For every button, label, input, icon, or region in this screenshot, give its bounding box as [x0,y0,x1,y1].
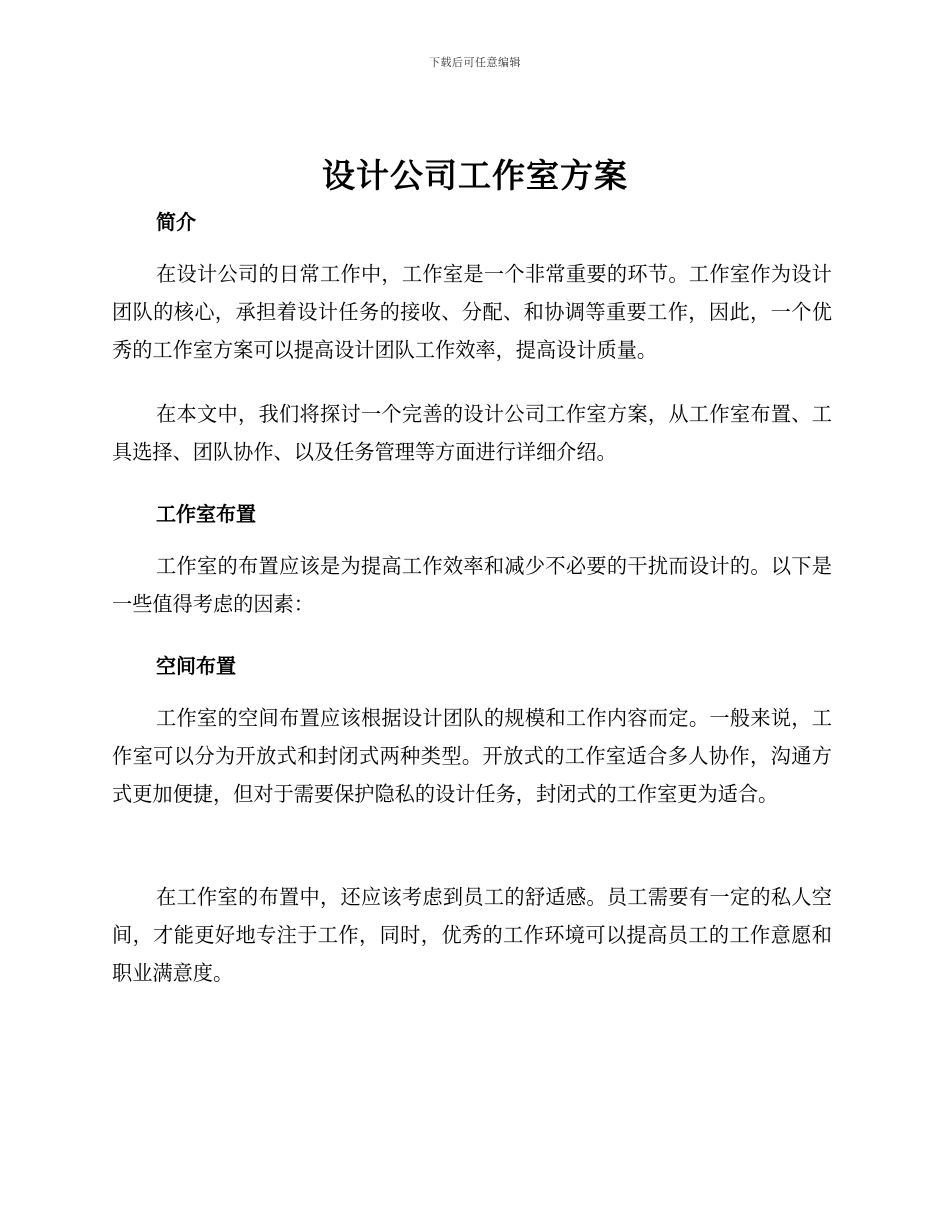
section-heading-intro: 简介 [156,210,196,234]
paragraph-space-1: 工作室的空间布置应该根据设计团队的规模和工作内容而定。一般来说，工作室可以分为开放式和封闭式两种类型。开放式的工作室适合多人协作，沟通方式更加便捷，但对于需要保护隐私的设计任务，封闭式的工作室更为适合。 [112,706,832,806]
section-heading-space: 空间布置 [156,654,236,678]
paragraph-intro-2: 在本文中，我们将探讨一个完善的设计公司工作室方案，从工作室布置、工具选择、团队协作、以及任务管理等方面进行详细介绍。 [112,402,832,464]
section-heading-layout: 工作室布置 [156,502,256,526]
document-title: 设计公司工作室方案 [322,156,628,195]
paragraph-intro-1: 在设计公司的日常工作中，工作室是一个非常重要的环节。工作室作为设计团队的核心，承担着设计任务的接收、分配、和协调等重要工作，因此，一个优秀的工作室方案可以提高设计团队工作效率，提高设计质量。 [112,262,832,362]
paragraph-space-2: 在工作室的布置中，还应该考虑到员工的舒适感。员工需要有一定的私人空间，才能更好地专注于工作，同时，优秀的工作环境可以提高员工的工作意愿和职业满意度。 [112,885,832,985]
paragraph-layout-1: 工作室的布置应该是为提高工作效率和减少不必要的干扰而设计的。以下是一些值得考虑的因素： [112,554,832,616]
header-note: 下载后可任意编辑 [429,56,521,69]
